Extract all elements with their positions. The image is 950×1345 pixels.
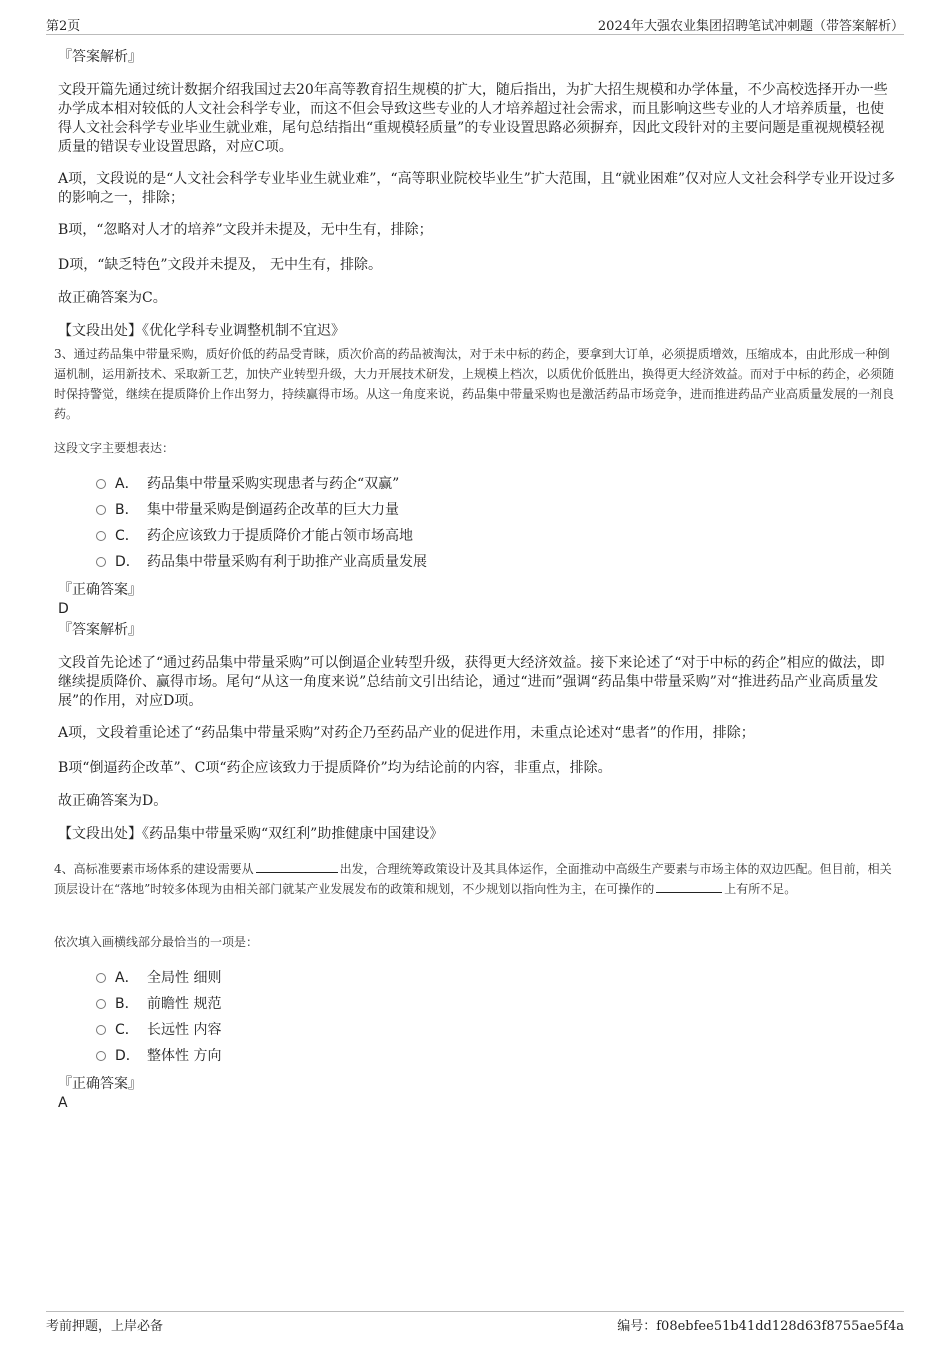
page-number: 第2页 <box>46 19 81 34</box>
q3-option-a[interactable]: A． 药品集中带量采购实现患者与药企“双赢” <box>96 474 399 494</box>
fill-blank-2[interactable] <box>656 881 722 893</box>
q3-source: 【文段出处】《药品集中带量采购“双红利”助推健康中国建设》 <box>58 826 444 842</box>
radio-icon[interactable] <box>96 557 106 567</box>
q4-option-b[interactable]: B． 前瞻性 规范 <box>96 994 221 1014</box>
q2-analysis-option-a: A项，文段说的是“人文社会科学专业毕业生就业难”，“高等职业院校毕业生”扩大范围，且“就业困难”仅对应人文社会科学专业开设过多的影响之一，排除； <box>58 171 896 206</box>
radio-icon[interactable] <box>96 999 106 1009</box>
q2-correct-answer-line: 故正确答案为C。 <box>58 290 167 306</box>
q3-answer: D <box>58 601 69 617</box>
q2-source: 【文段出处】《优化学科专业调整机制不宜迟》 <box>58 323 345 339</box>
q3-analysis-paragraph: 文段首先论述了“通过药品集中带量采购”可以倒逼企业转型升级，获得更大经济效益。接下来论述了“对于中标的药企”相应的做法，即继续提质降价、赢得市场。尾句“从这一角度来说”总结前文引出结论，通过“进而”强调“药品集中带量采购”对“推进药品产业高质量发展”的作用，对应D项。 <box>58 655 885 709</box>
page-footer <box>46 1311 904 1334</box>
q2-analysis-option-b: B项，“忽略对人才的培养”文段并未提及，无中生有，排除； <box>58 222 433 238</box>
radio-icon[interactable] <box>96 973 106 983</box>
radio-icon[interactable] <box>96 1051 106 1061</box>
q3-stem: 3、通过药品集中带量采购，质好价低的药品受青睐，质次价高的药品被淘汰，对于未中标的药企，要拿到大订单，必须提质增效，压缩成本，由此形成一种倒逼机制，运用新技术、采取新工艺，加快产业转型升级，大力开展技术研发，上规模上档次，以质优价低胜出，换得更大经济效益。而对于中标的药企，必须随时保持警觉，继续在提质降价上作出努力，持续赢得市场。从这一角度来说，药品集中带量采购也是激活药品市场竞争，进而推进药品产业高质量发展的一剂良药。 <box>54 347 895 421</box>
q4-answer: A <box>58 1095 68 1111</box>
q3-correct-answer-line: 故正确答案为D。 <box>58 793 168 809</box>
q3-option-c[interactable]: C． 药企应该致力于提质降价才能占领市场高地 <box>96 526 413 546</box>
q3-answer-title: 『正确答案』 <box>58 582 142 598</box>
footer-serial: 编号：f08ebfee51b41dd128d63f8755ae5f4a <box>617 1319 904 1334</box>
footer-slogan: 考前押题，上岸必备 <box>46 1319 164 1334</box>
q4-answer-title: 『正确答案』 <box>58 1076 142 1092</box>
q3-option-b[interactable]: B． 集中带量采购是倒逼药企改革的巨大力量 <box>96 500 399 520</box>
q4-stem: 4、高标准要素市场体系的建设需要从 出发，合理统筹政策设计及其具体运作，全面推动中高级生产要素与市场主体的双边匹配。但目前，相关顶层设计在“落地”时较多体现为由相关部门就某产业发展发布的政策和规划，不少规划以指向性为主，在可操作的 上有所不足。 <box>54 862 892 896</box>
radio-icon[interactable] <box>96 479 106 489</box>
q3-prompt: 这段文字主要想表达： <box>54 441 175 455</box>
fill-blank-1[interactable] <box>256 861 338 873</box>
q3-option-d[interactable]: D． 药品集中带量采购有利于助推产业高质量发展 <box>96 552 427 572</box>
radio-icon[interactable] <box>96 531 106 541</box>
document-title: 2024年大强农业集团招聘笔试冲刺题（带答案解析） <box>597 19 904 34</box>
q2-analysis-title: 『答案解析』 <box>58 49 142 65</box>
q3-analysis-title: 『答案解析』 <box>58 622 142 638</box>
radio-icon[interactable] <box>96 1025 106 1035</box>
page-header <box>46 14 904 35</box>
q2-analysis-option-d: D项，“缺乏特色”文段并未提及， 无中生有，排除。 <box>58 257 382 273</box>
q4-prompt: 依次填入画横线部分最恰当的一项是： <box>54 935 259 949</box>
q3-analysis-option-a: A项，文段着重论述了“药品集中带量采购”对药企乃至药品产业的促进作用，未重点论述对“患者”的作用，排除； <box>58 725 755 741</box>
q4-option-d[interactable]: D． 整体性 方向 <box>96 1046 221 1066</box>
q4-option-a[interactable]: A． 全局性 细则 <box>96 968 221 988</box>
q4-option-c[interactable]: C． 长远性 内容 <box>96 1020 221 1040</box>
q2-analysis-paragraph: 文段开篇先通过统计数据介绍我国过去20年高等教育招生规模的扩大，随后指出，为扩大招生规模和办学体量，不少高校选择开办一些办学成本相对较低的人文社会科学专业，而这不但会导致这些专业的人才培养超过社会需求，而且影响这些专业的人才培养质量，也使得人文社会科学专业毕业生就业难，尾句总结指出“重规模轻质量”的专业设置思路必须摒弃，因此文段针对的主要问题是重视规模轻视质量的错误专业设置思路，对应C项。 <box>58 82 888 155</box>
q3-analysis-option-bc: B项“倒逼药企改革”、C项“药企应该致力于提质降价”均为结论前的内容，非重点，排除。 <box>58 760 612 776</box>
radio-icon[interactable] <box>96 505 106 515</box>
